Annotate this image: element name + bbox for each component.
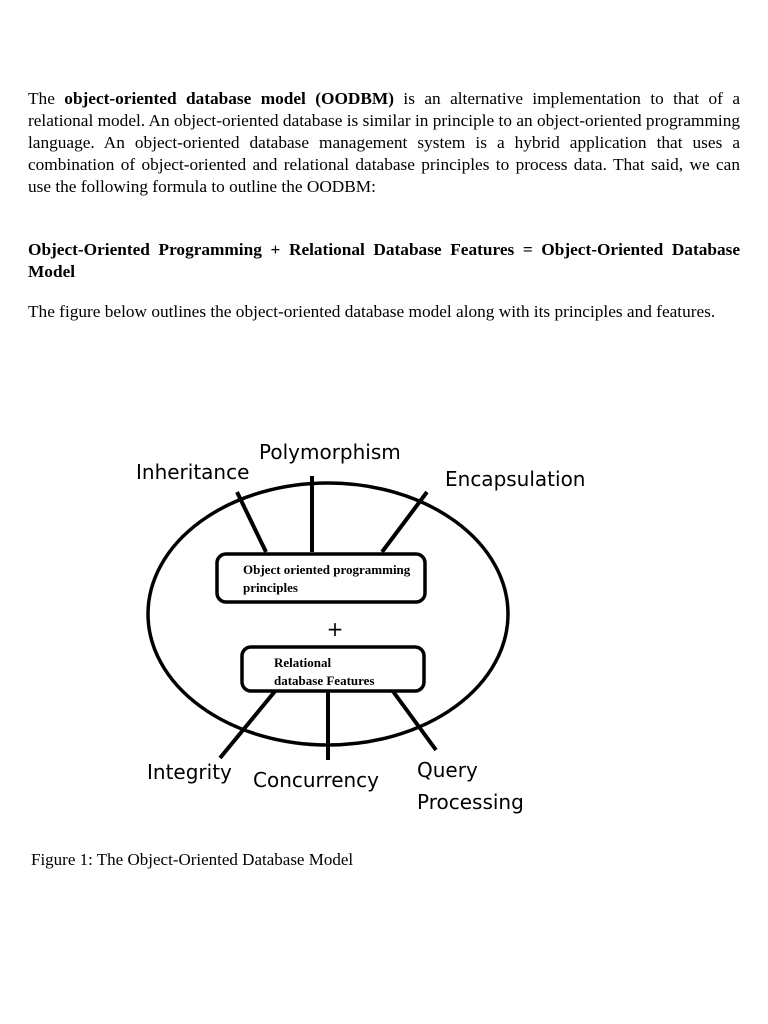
integrity-label: Integrity <box>147 760 232 784</box>
inheritance-label: Inheritance <box>136 460 250 484</box>
query-label-line2: Processing <box>417 790 524 814</box>
polymorphism-label: Polymorphism <box>259 440 401 464</box>
relational-box-line2: database Features <box>274 673 375 688</box>
oop-box-line1: Object oriented programming <box>243 562 411 577</box>
query-processing-connector <box>392 690 436 750</box>
encapsulation-label: Encapsulation <box>445 467 586 491</box>
oop-box-line2: principles <box>243 580 298 595</box>
inheritance-connector <box>237 492 266 552</box>
oodbm-diagram <box>0 380 768 840</box>
intro-body: is an alternative implementation to that of a relational model. An object-oriented database is similar in principle to an object-oriented programming language. An object-oriented database management system is a hybrid application that uses a combination of object-oriented and relational database principles to process data. That said, we can use the following formula to outline the OODBM: <box>28 89 741 196</box>
intro-paragraph <box>28 88 740 198</box>
concurrency-label: Concurrency <box>253 768 380 792</box>
oodbm-term: object-oriented database model (OODBM) <box>64 89 394 108</box>
figure-intro-paragraph: The figure below outlines the object-oriented database model along with its principles and features. <box>28 302 716 321</box>
intro-lead: The <box>28 89 65 108</box>
formula-statement: Object-Oriented Programming + Relational Database Features = Object-Oriented Database Model <box>28 240 740 281</box>
plus-sign: + <box>326 617 344 641</box>
encapsulation-connector <box>382 492 427 552</box>
relational-box-line1: Relational <box>274 655 332 670</box>
figure-caption: Figure 1: The Object-Oriented Database Model <box>31 850 354 869</box>
query-label-line1: Query <box>417 758 478 782</box>
